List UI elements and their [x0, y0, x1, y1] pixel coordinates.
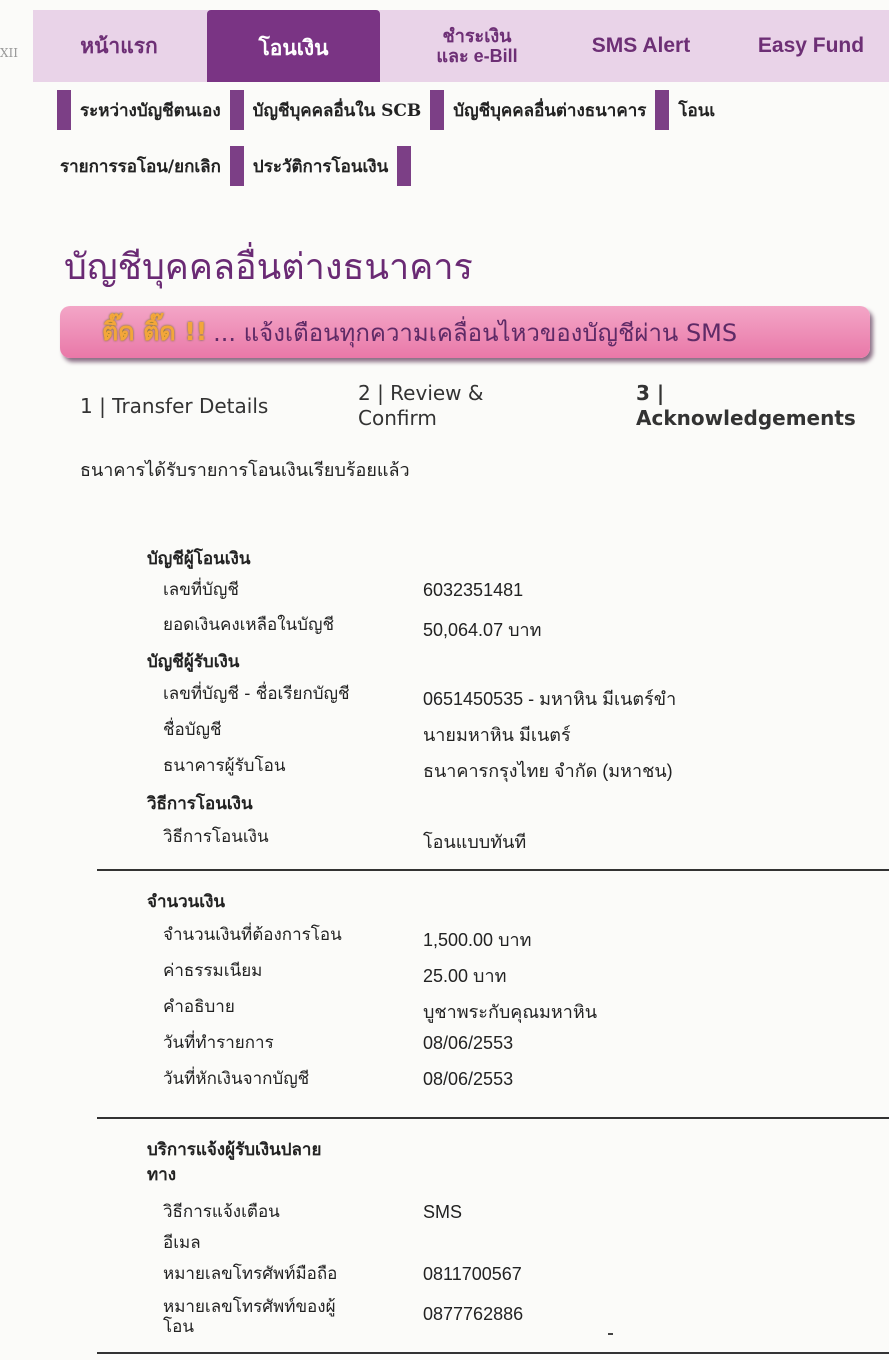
value-transfer-method: โอนแบบทันที	[423, 832, 527, 852]
scan-mark	[608, 1333, 613, 1335]
label-mobile: หมายเลขโทรศัพท์มือถือ	[163, 1264, 338, 1284]
value-notify-method: SMS	[423, 1202, 463, 1222]
notify-title-line1: บริการแจ้งผู้รับเงินปลาย	[147, 1140, 322, 1160]
subnav-transfer-history[interactable]: ประวัติการโอนเงิน	[252, 156, 389, 177]
tab-transfer-label: โอนเงิน	[258, 36, 329, 60]
value-receiver-account: 0651450535 - มหาหิน มีเนตร์ขำ	[423, 689, 677, 709]
label-sender-account: เลขที่บัญชี	[163, 580, 239, 600]
banner-text: ... แจ้งเตือนทุกความเคลื่อนไหวของบัญชีผ่าน SMS	[213, 318, 738, 347]
tab-bill-payment-line1: ชำระเงิน	[442, 26, 512, 46]
value-account-name: นายมหาหิน มีเนตร์	[423, 725, 571, 745]
subnav-other-scb[interactable]: บัญชีบุคคลอื่นใน SCB	[252, 100, 422, 121]
label-receiver-bank: ธนาคารผู้รับโอน	[163, 756, 286, 776]
tab-bill-payment[interactable]	[383, 10, 571, 82]
value-description: บูชาพระกับคุณมหาหิน	[423, 1002, 598, 1022]
value-receiver-bank: ธนาคารกรุงไทย จำกัด (มหาชน)	[423, 761, 673, 781]
step-review-line2: Confirm	[358, 406, 437, 430]
nav-separator	[655, 90, 669, 130]
nav-separator	[230, 90, 244, 130]
tab-bill-payment-line2: และ e-Bill	[436, 46, 518, 66]
step-ack-line2: Acknowledgements	[636, 406, 856, 430]
label-email: อีเมล	[163, 1233, 201, 1253]
label-account-name: ชื่อบัญชี	[163, 720, 222, 740]
label-receiver-account: เลขที่บัญชี - ชื่อเรียกบัญชี	[163, 684, 350, 704]
value-sender-phone: 0877762886	[423, 1304, 524, 1324]
divider	[97, 1117, 889, 1119]
tab-transfer[interactable]	[207, 10, 380, 82]
label-transfer-method: วิธีการโอนเงิน	[163, 827, 269, 847]
label-sender-phone-line2: โอน	[163, 1317, 194, 1337]
step-transfer-details: 1 | Transfer Details	[80, 394, 269, 418]
tab-easy-fund-label: Easy Fund	[757, 34, 865, 57]
section-notify-title	[147, 1138, 321, 1188]
sub-nav-1	[48, 90, 715, 130]
sms-alert-banner[interactable]	[60, 306, 870, 358]
section-method-title: วิธีการโอนเงิน	[147, 794, 253, 814]
banner-tag: ติ๊ด ติ๊ด !!	[102, 317, 208, 346]
page-title: บัญชีบุคคลอื่นต่างธนาคาร	[64, 246, 473, 287]
tab-home-label: หน้าแรก	[80, 34, 158, 58]
tab-sms-alert-label: SMS Alert	[591, 34, 691, 57]
divider	[97, 869, 889, 871]
edge-text: XII	[0, 46, 19, 60]
section-receiver-title: บัญชีผู้รับเงิน	[147, 652, 240, 672]
value-mobile: 0811700567	[423, 1264, 522, 1284]
nav-separator	[230, 146, 244, 186]
value-transaction-date: 08/06/2553	[423, 1033, 514, 1053]
step-acknowledgements	[636, 381, 856, 431]
label-sender-phone	[163, 1297, 336, 1337]
value-fee: 25.00 บาท	[423, 966, 507, 986]
step-ack-line1: 3 |	[636, 381, 665, 405]
value-balance: 50,064.07 บาท	[423, 620, 542, 640]
tab-easy-fund[interactable]	[738, 10, 884, 82]
divider	[97, 1352, 889, 1354]
nav-separator	[430, 90, 444, 130]
label-debit-date: วันที่หักเงินจากบัญชี	[163, 1069, 310, 1089]
label-balance: ยอดเงินคงเหลือในบัญชี	[163, 615, 334, 635]
step-review-line1: 2 | Review &	[358, 381, 484, 405]
notify-title-line2: ทาง	[147, 1165, 177, 1185]
label-transaction-date: วันที่ทำรายการ	[163, 1033, 274, 1053]
subnav-own-accounts[interactable]: ระหว่างบัญชีตนเอง	[80, 100, 221, 121]
tab-sms-alert[interactable]	[568, 10, 714, 82]
label-description: คำอธิบาย	[163, 997, 235, 1017]
subnav-transfer-more[interactable]: โอนเ	[678, 100, 716, 121]
step-review-confirm	[358, 381, 484, 431]
subnav-other-bank[interactable]: บัญชีบุคคลอื่นต่างธนาคาร	[453, 100, 647, 121]
sub-nav-2	[60, 146, 420, 186]
section-amount-title: จำนวนเงิน	[147, 892, 226, 912]
top-nav	[33, 10, 889, 82]
label-sender-phone-line1: หมายเลขโทรศัพท์ของผู้	[163, 1297, 336, 1317]
section-sender-title: บัญชีผู้โอนเงิน	[147, 549, 251, 569]
nav-separator	[397, 146, 411, 186]
subnav-pending-transfers[interactable]: รายการรอโอน/ยกเลิก	[60, 156, 221, 177]
value-sender-account: 6032351481	[423, 580, 524, 600]
tab-home[interactable]	[33, 10, 205, 82]
label-fee: ค่าธรรมเนียม	[163, 961, 263, 981]
value-transfer-amount: 1,500.00 บาท	[423, 930, 532, 950]
label-notify-method: วิธีการแจ้งเตือน	[163, 1202, 280, 1222]
value-debit-date: 08/06/2553	[423, 1069, 514, 1089]
nav-separator	[57, 90, 71, 130]
label-transfer-amount: จำนวนเงินที่ต้องการโอน	[163, 925, 342, 945]
confirmation-message: ธนาคารได้รับรายการโอนเงินเรียบร้อยแล้ว	[80, 460, 410, 481]
